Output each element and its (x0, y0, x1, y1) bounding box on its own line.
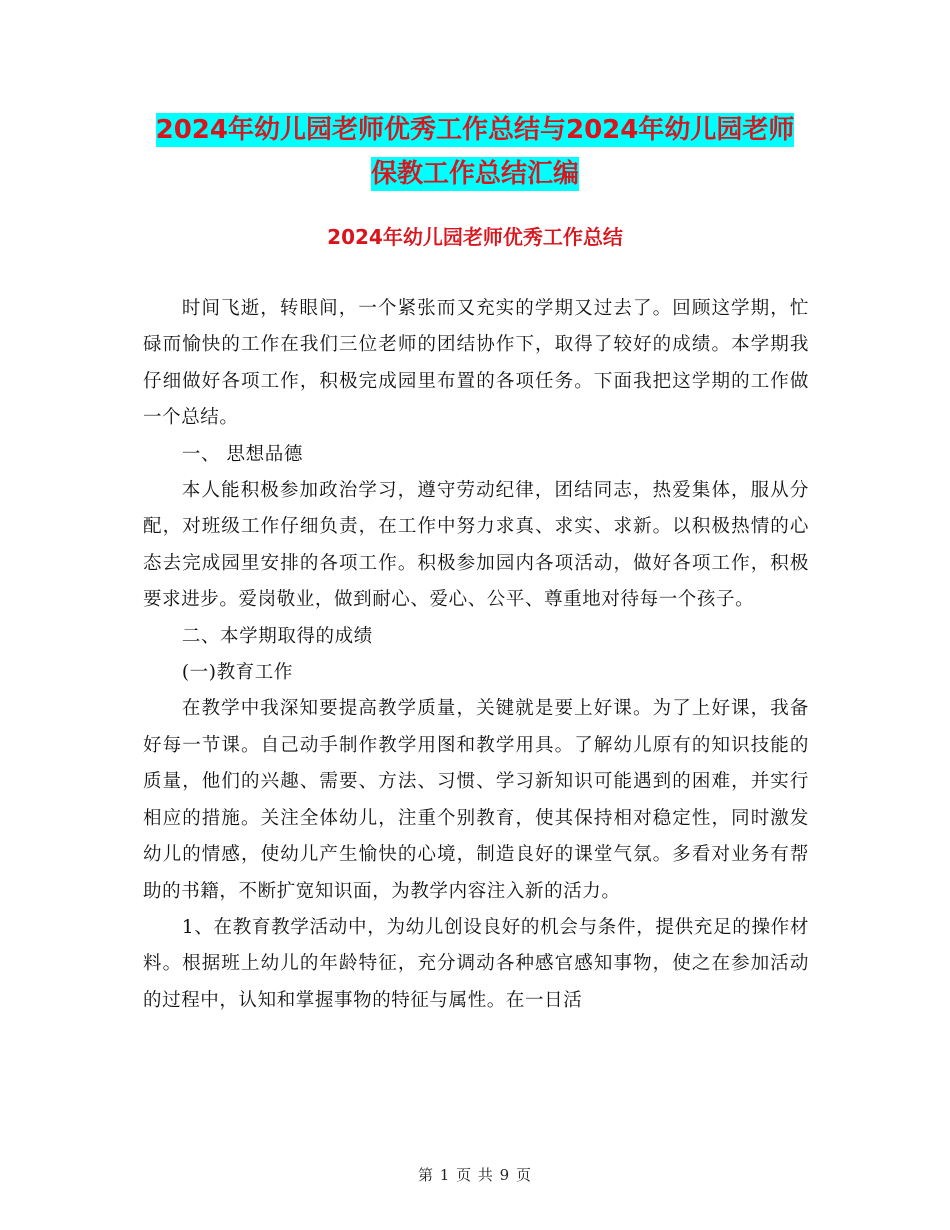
document-title-line-1-text: 2024年幼儿园老师优秀工作总结与2024年幼儿园老师 (155, 115, 795, 145)
paragraph-item-1: 1、在教育教学活动中，为幼儿创设良好的机会与条件，提供充足的操作材料。根据班上幼儿的年龄特征，充分调动各种感官感知事物，使之在参加活动的过程中，认知和掌握事物的特征与属性。在一日活 (143, 916, 809, 1011)
paragraph-ideology: 本人能积极参加政治学习，遵守劳动纪律，团结同志，热爱集体，服从分配，对班级工作仔细负责，在工作中努力求真、求实、求新。以积极热情的心态去完成园里安排的各项工作。积极参加园内各项活动，做好各项工作，积极要求进步。爱岗敬业，做到耐心、爱心、公平、尊重地对待每一个孩子。 (143, 480, 809, 611)
heading-education-work: (一)教育工作 (181, 662, 293, 684)
paragraph-teaching: 在教学中我深知要提高教学质量，关键就是要上好课。为了上好课，我备好每一节课。自己动手制作教学用图和教学用具。了解幼儿原有的知识技能的质量，他们的兴趣、需要、方法、习惯、学习新知识可能遇到的困难，并实行相应的措施。关注全体幼儿，注重个别教育，使其保持相对稳定性，同时激发幼儿的情感，使幼儿产生愉快的心境，制造良好的课堂气氛。多看对业务有帮助的书籍，不断扩宽知识面，为教学内容注入新的活力。 (143, 698, 809, 902)
document-body (143, 291, 809, 1019)
paragraph-intro: 时间飞逝，转眼间，一个紧张而又充实的学期又过去了。回顾这学期，忙碌而愉快的工作在我们三位老师的团结协作下，取得了较好的成绩。本学期我仔细做好各项工作，积极完成园里布置的各项任务。下面我把这学期的工作做一个总结。 (143, 298, 809, 429)
heading-achievements: 二、本学期取得的成绩 (181, 625, 373, 647)
document-title-line-1 (0, 112, 950, 148)
page-footer: 第 1 页 共 9 页 (418, 1166, 532, 1184)
document-title-line-2-text: 保教工作总结汇编 (370, 159, 579, 189)
document-title-line-2 (0, 156, 950, 192)
heading-ideology: 一、 思想品德 (181, 443, 303, 465)
section-title: 2024年幼儿园老师优秀工作总结 (327, 225, 623, 249)
